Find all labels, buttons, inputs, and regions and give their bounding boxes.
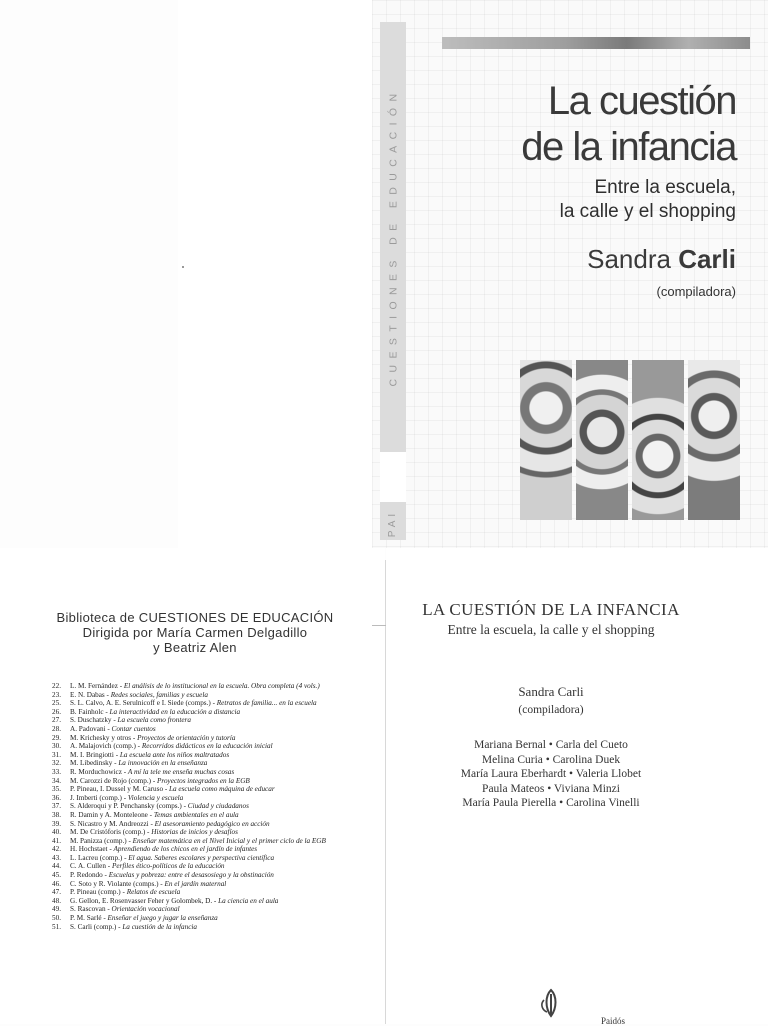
book-number: 23. — [52, 690, 61, 699]
book-number: 38. — [52, 810, 61, 819]
book-author: G. Gellon, E. Rosenvasser Feher y Golombek, D. - — [70, 896, 219, 905]
book-list-item — [52, 682, 357, 691]
book-author: P. Redondo - — [70, 871, 109, 880]
library-heading — [0, 610, 390, 655]
book-author: C. Soto y R. Violante (comps.) - — [70, 879, 165, 888]
book-number: 30. — [52, 742, 61, 751]
book-number: 31. — [52, 750, 61, 759]
book-number: 35. — [52, 785, 61, 794]
book-list-item — [52, 768, 357, 777]
book-number: 41. — [52, 836, 61, 845]
book-list-item — [52, 905, 357, 914]
book-number: 44. — [52, 862, 61, 871]
book-title: La ciencia en el aula — [218, 896, 279, 905]
book-title: Violencia y escuela — [127, 793, 184, 802]
contributor-line: Melina Curia • Carolina Duek — [481, 753, 621, 766]
book-list-item — [52, 845, 357, 854]
book-number: 40. — [52, 828, 61, 837]
book-title: Redes sociales, familias y escuela — [110, 690, 208, 699]
book-author: M. Panizza (comp.) - — [70, 836, 133, 845]
book-title: En el jardín maternal — [164, 879, 227, 888]
book-title: La cuestión de la infancia — [122, 922, 197, 931]
publisher-logo-icon — [536, 988, 566, 1018]
book-list-item — [52, 751, 357, 760]
book-list — [52, 682, 357, 931]
blank-page — [178, 0, 372, 548]
title-page — [386, 548, 768, 1024]
book-title: Aprendiendo de los chicos en el jardín de infantes — [113, 845, 258, 854]
book-author: E. N. Dabas - — [70, 690, 111, 699]
book-number: 36. — [52, 793, 61, 802]
series-spine-label: CUESTIONES DE EDUCACIÓN — [387, 87, 400, 387]
book-author: M. I. Bringiotti - — [70, 750, 120, 759]
book-list-item — [52, 734, 357, 743]
book-title: Proyectos integrados en la EGB — [157, 776, 250, 785]
library-directed-line1: Dirigida por María Carmen Delgadillo — [82, 625, 308, 640]
book-author: R. Damin y A. Monteleone - — [70, 810, 154, 819]
book-list-item — [52, 759, 357, 768]
book-list-item — [52, 828, 357, 837]
book-list-item — [52, 699, 357, 708]
book-list-item — [52, 880, 357, 889]
cover-subtitle — [560, 176, 736, 224]
book-title: El agua. Saberes escolares y perspectiva científica — [128, 853, 275, 862]
cover-top-bar — [442, 37, 750, 49]
book-author: S. L. Calvo, A. E. Serulnicoff e I. Siede (comps.) - — [70, 699, 217, 708]
cover-spine — [380, 22, 406, 540]
book-number: 48. — [52, 896, 61, 905]
book-author: B. Fainholc - — [70, 707, 110, 716]
book-number: 28. — [52, 724, 61, 733]
book-number: 39. — [52, 819, 61, 828]
book-title: El asesoramiento pedagógico en acción — [154, 819, 270, 828]
book-number: 46. — [52, 879, 61, 888]
library-title: Biblioteca de CUESTIONES DE EDUCACIÓN — [56, 610, 334, 625]
book-title: La escuela como máquina de educar — [169, 785, 275, 794]
book-list-item — [52, 691, 357, 700]
cover-author — [587, 244, 736, 275]
spine-brand-label: PAI — [387, 509, 399, 537]
book-list-item — [52, 794, 357, 803]
book-number: 29. — [52, 733, 61, 742]
book-author: P. M. Sarlé - — [70, 914, 108, 923]
book-title: Relatos de escuela — [126, 888, 181, 897]
book-author: M. De Cristóforis (comp.) - — [70, 828, 152, 837]
book-author: S. Carli (comp.) - — [70, 922, 123, 931]
book-list-item — [52, 914, 357, 923]
book-list-item — [52, 742, 357, 751]
book-author: C. A. Cullen - — [70, 862, 112, 871]
book-list-item — [52, 871, 357, 880]
publisher-name: Paidós — [601, 1016, 626, 1026]
title-page-title: LA CUESTIÓN DE LA INFANCIA — [422, 600, 680, 619]
book-author: L. Lacreu (comp.) - — [70, 853, 129, 862]
book-author: P. Pineau (comp.) - — [70, 888, 127, 897]
book-title: Retratos de familia... en la escuela — [216, 699, 317, 708]
book-number: 37. — [52, 802, 61, 811]
book-list-item — [52, 897, 357, 906]
book-title: Enseñar el juego y jugar la enseñanza — [107, 914, 218, 923]
cover-title-line1: La cuestión — [547, 79, 736, 123]
book-number: 32. — [52, 759, 61, 768]
book-author: P. Pineau, I. Dussel y M. Caruso - — [70, 785, 170, 794]
title-page-author: Sandra Carli — [518, 684, 584, 699]
book-title: La innovación en la enseñanza — [118, 759, 208, 768]
cover-subtitle-line2: la calle y el shopping — [559, 201, 736, 222]
title-page-subtitle: Entre la escuela, la calle y el shopping — [447, 622, 655, 637]
cover-author-first: Sandra — [587, 244, 671, 274]
book-number: 25. — [52, 699, 61, 708]
book-number: 45. — [52, 871, 61, 880]
book-list-item — [52, 923, 357, 932]
cover-title-line2: de la infancia — [521, 125, 736, 169]
book-number: 33. — [52, 767, 61, 776]
cover-role: (compiladora) — [656, 284, 736, 299]
book-cover — [372, 0, 768, 548]
cover-author-last: Carli — [678, 244, 736, 274]
book-list-item — [52, 725, 357, 734]
cover-children-photo — [520, 360, 740, 520]
contributor-line: Paula Mateos • Viviana Minzi — [482, 782, 620, 795]
book-list-item — [52, 785, 357, 794]
book-author: S. Alderoqui y P. Penchansky (comps.) - — [70, 802, 188, 811]
book-number: 22. — [52, 682, 61, 690]
book-list-item — [52, 708, 357, 717]
book-author: S. Nicastro y M. Andreozzi - — [70, 819, 155, 828]
book-list-item — [52, 854, 357, 863]
book-number: 43. — [52, 853, 61, 862]
contributor-line: María Laura Eberhardt • Valeria Llobet — [460, 768, 642, 780]
book-author: M. Carozzi de Rojo (comp.) - — [70, 776, 158, 785]
book-list-item — [52, 777, 357, 786]
book-author: S. Duschatzky - — [70, 716, 118, 725]
book-title: Perfiles ético-políticos de la educación — [111, 862, 225, 871]
book-title: Proyectos de orientación y tutoría — [137, 733, 236, 742]
cover-subtitle-line1: Entre la escuela, — [594, 177, 736, 198]
book-list-item — [52, 820, 357, 829]
book-number: 27. — [52, 716, 61, 725]
title-page-role: (compiladora) — [518, 704, 584, 716]
book-list-item — [52, 862, 357, 871]
contributor-line: Mariana Bernal • Carla del Cueto — [474, 739, 628, 751]
book-title: El análisis de lo institucional en la escuela. Obra completa (4 vols.) — [123, 682, 320, 690]
book-list-item — [52, 811, 357, 820]
book-title: Temas ambientales en el aula — [153, 810, 239, 819]
book-number: 51. — [52, 922, 61, 931]
book-title: La interactividad en la educación a distancia — [109, 707, 241, 716]
book-number: 50. — [52, 914, 61, 923]
book-number: 26. — [52, 707, 61, 716]
book-title: Enseñar matemática en el Nivel Inicial y el primer ciclo de la EGB — [132, 836, 326, 845]
book-author: A. Malajovich (comp.) - — [70, 742, 142, 751]
book-list-item — [52, 802, 357, 811]
book-title: Recorridos didácticos en la educación inicial — [141, 742, 273, 751]
book-number: 34. — [52, 776, 61, 785]
book-author: A. Padovani - — [70, 724, 112, 733]
book-list-item — [52, 837, 357, 846]
contributor-line: María Paula Pierella • Carolina Vinelli — [462, 797, 640, 809]
book-title: Orientación vocacional — [111, 905, 180, 914]
book-title: Contar cuentos — [111, 724, 156, 733]
book-title: La escuela ante los niños maltratados — [119, 750, 230, 759]
book-author: M. Krichesky y otros - — [70, 733, 138, 742]
book-title: A mí la tele me enseña muchas cosas — [127, 767, 235, 776]
book-author: M. Libedinsky - — [70, 759, 119, 768]
book-author: J. Imberti (comp.) - — [70, 793, 128, 802]
book-author: S. Rascovan - — [70, 905, 112, 914]
book-title: Historias de inicios y desafíos — [151, 828, 238, 837]
book-number: 49. — [52, 905, 61, 914]
book-number: 47. — [52, 888, 61, 897]
book-author: H. Hochstaet - — [70, 845, 114, 854]
cover-title — [521, 78, 736, 170]
book-author: R. Morduchowicz - — [70, 767, 128, 776]
book-title: La escuela como frontera — [117, 716, 191, 725]
book-title: Escuelas y pobreza: entre el desasosiego y la obstinación — [108, 871, 274, 880]
book-list-item — [52, 716, 357, 725]
library-directed-line2: y Beatriz Alen — [153, 640, 237, 655]
book-title: Ciudad y ciudadanos — [187, 802, 249, 811]
book-list-item — [52, 888, 357, 897]
series-list-page — [0, 548, 385, 1024]
book-number: 42. — [52, 845, 61, 854]
contributors-list — [386, 738, 716, 811]
scan-mark — [182, 266, 184, 268]
book-author: L. M. Fernández - — [70, 682, 124, 690]
